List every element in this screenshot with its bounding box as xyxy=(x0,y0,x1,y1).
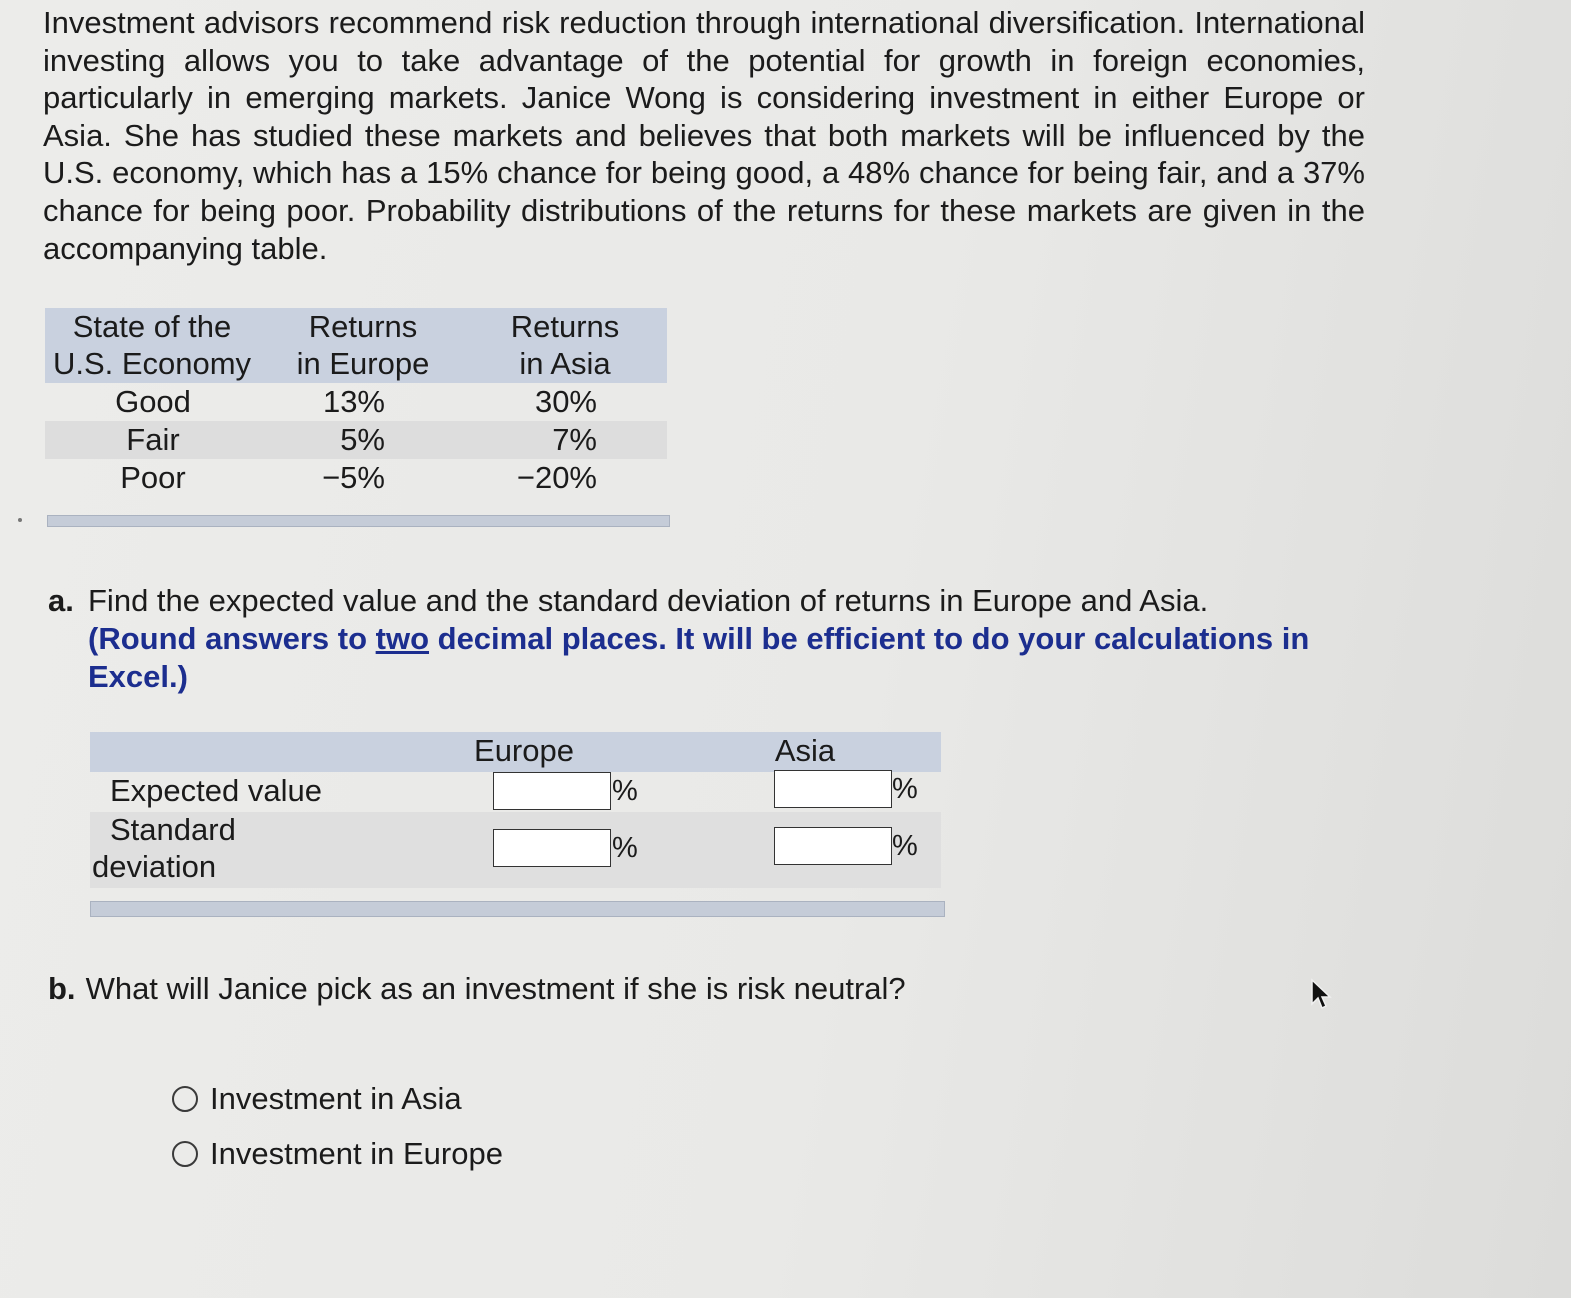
sd-asia-input[interactable] xyxy=(774,827,892,865)
table-row xyxy=(45,459,667,497)
col-asia: Asia xyxy=(774,733,836,768)
returns-table xyxy=(45,308,667,497)
sd-europe-input[interactable] xyxy=(493,829,611,867)
radio-circle-icon[interactable] xyxy=(172,1141,198,1167)
option-asia-label: Investment in Asia xyxy=(210,1081,462,1116)
header-asia: Returns in Asia xyxy=(510,309,620,381)
percent-unit: % xyxy=(612,775,638,807)
returns-table-header xyxy=(45,308,667,383)
option-europe[interactable] xyxy=(172,1135,503,1173)
percent-unit: % xyxy=(612,832,638,864)
row-expected-value: Expected value xyxy=(110,773,322,808)
rounding-instruction: (Round answers to two decimal places. It will be efficient to do your calculations in Excel.) xyxy=(88,621,1310,694)
question-b-letter: b. xyxy=(48,971,76,1006)
asia-return-cell: 7% xyxy=(552,422,597,457)
table-row xyxy=(45,421,667,459)
problem-intro: Investment advisors recommend risk reduction through international diversification. International investing allows you to take advantage of the potential for growth in foreign economies, particularly in emerging markets. Janice Wong is considering investment in either Europe or Asia. She has studied these markets and believes that both markets will be influenced by the U.S. economy, which has a 15% chance for being good, a 48% chance for being fair, and a 37% chance for being poor. Probability distributions of the returns for these markets are given in the accompanying table. xyxy=(43,5,1365,266)
header-europe: Returns in Europe xyxy=(296,309,430,381)
col-europe: Europe xyxy=(474,733,574,768)
state-cell: Good xyxy=(115,384,191,419)
option-asia[interactable] xyxy=(172,1080,462,1118)
expected-europe-input[interactable] xyxy=(493,772,611,810)
question-a xyxy=(48,582,1368,696)
europe-return-cell: 5% xyxy=(340,422,385,457)
underlined-two: two xyxy=(375,621,430,656)
table-scrollbar[interactable] xyxy=(47,515,670,527)
mouse-pointer-icon xyxy=(1310,978,1332,1012)
answer-table-header xyxy=(90,732,941,772)
answer-table xyxy=(90,732,941,888)
question-b-text: What will Janice pick as an investment if she is risk neutral? xyxy=(85,971,906,1006)
expected-asia-input[interactable] xyxy=(774,770,892,808)
question-b xyxy=(48,970,906,1008)
asia-return-cell: 30% xyxy=(534,384,597,419)
state-cell: Fair xyxy=(126,422,180,457)
state-cell: Poor xyxy=(120,460,186,495)
option-europe-label: Investment in Europe xyxy=(210,1136,503,1171)
row-standard-deviation-cont: deviation xyxy=(92,849,217,884)
europe-return-cell: −5% xyxy=(322,460,385,495)
percent-unit: % xyxy=(892,830,918,862)
answer-table-scrollbar[interactable] xyxy=(90,901,945,917)
asia-return-cell: −20% xyxy=(516,460,597,495)
row-standard-deviation: Standard xyxy=(110,812,236,847)
radio-circle-icon[interactable] xyxy=(172,1086,198,1112)
stray-dot xyxy=(18,518,22,522)
table-row xyxy=(45,383,667,421)
header-state: State of the U.S. Economy xyxy=(52,309,252,381)
europe-return-cell: 13% xyxy=(322,384,385,419)
percent-unit: % xyxy=(892,773,918,805)
question-a-text: Find the expected value and the standard deviation of returns in Europe and Asia. xyxy=(88,583,1209,618)
question-a-letter: a. xyxy=(48,583,74,618)
